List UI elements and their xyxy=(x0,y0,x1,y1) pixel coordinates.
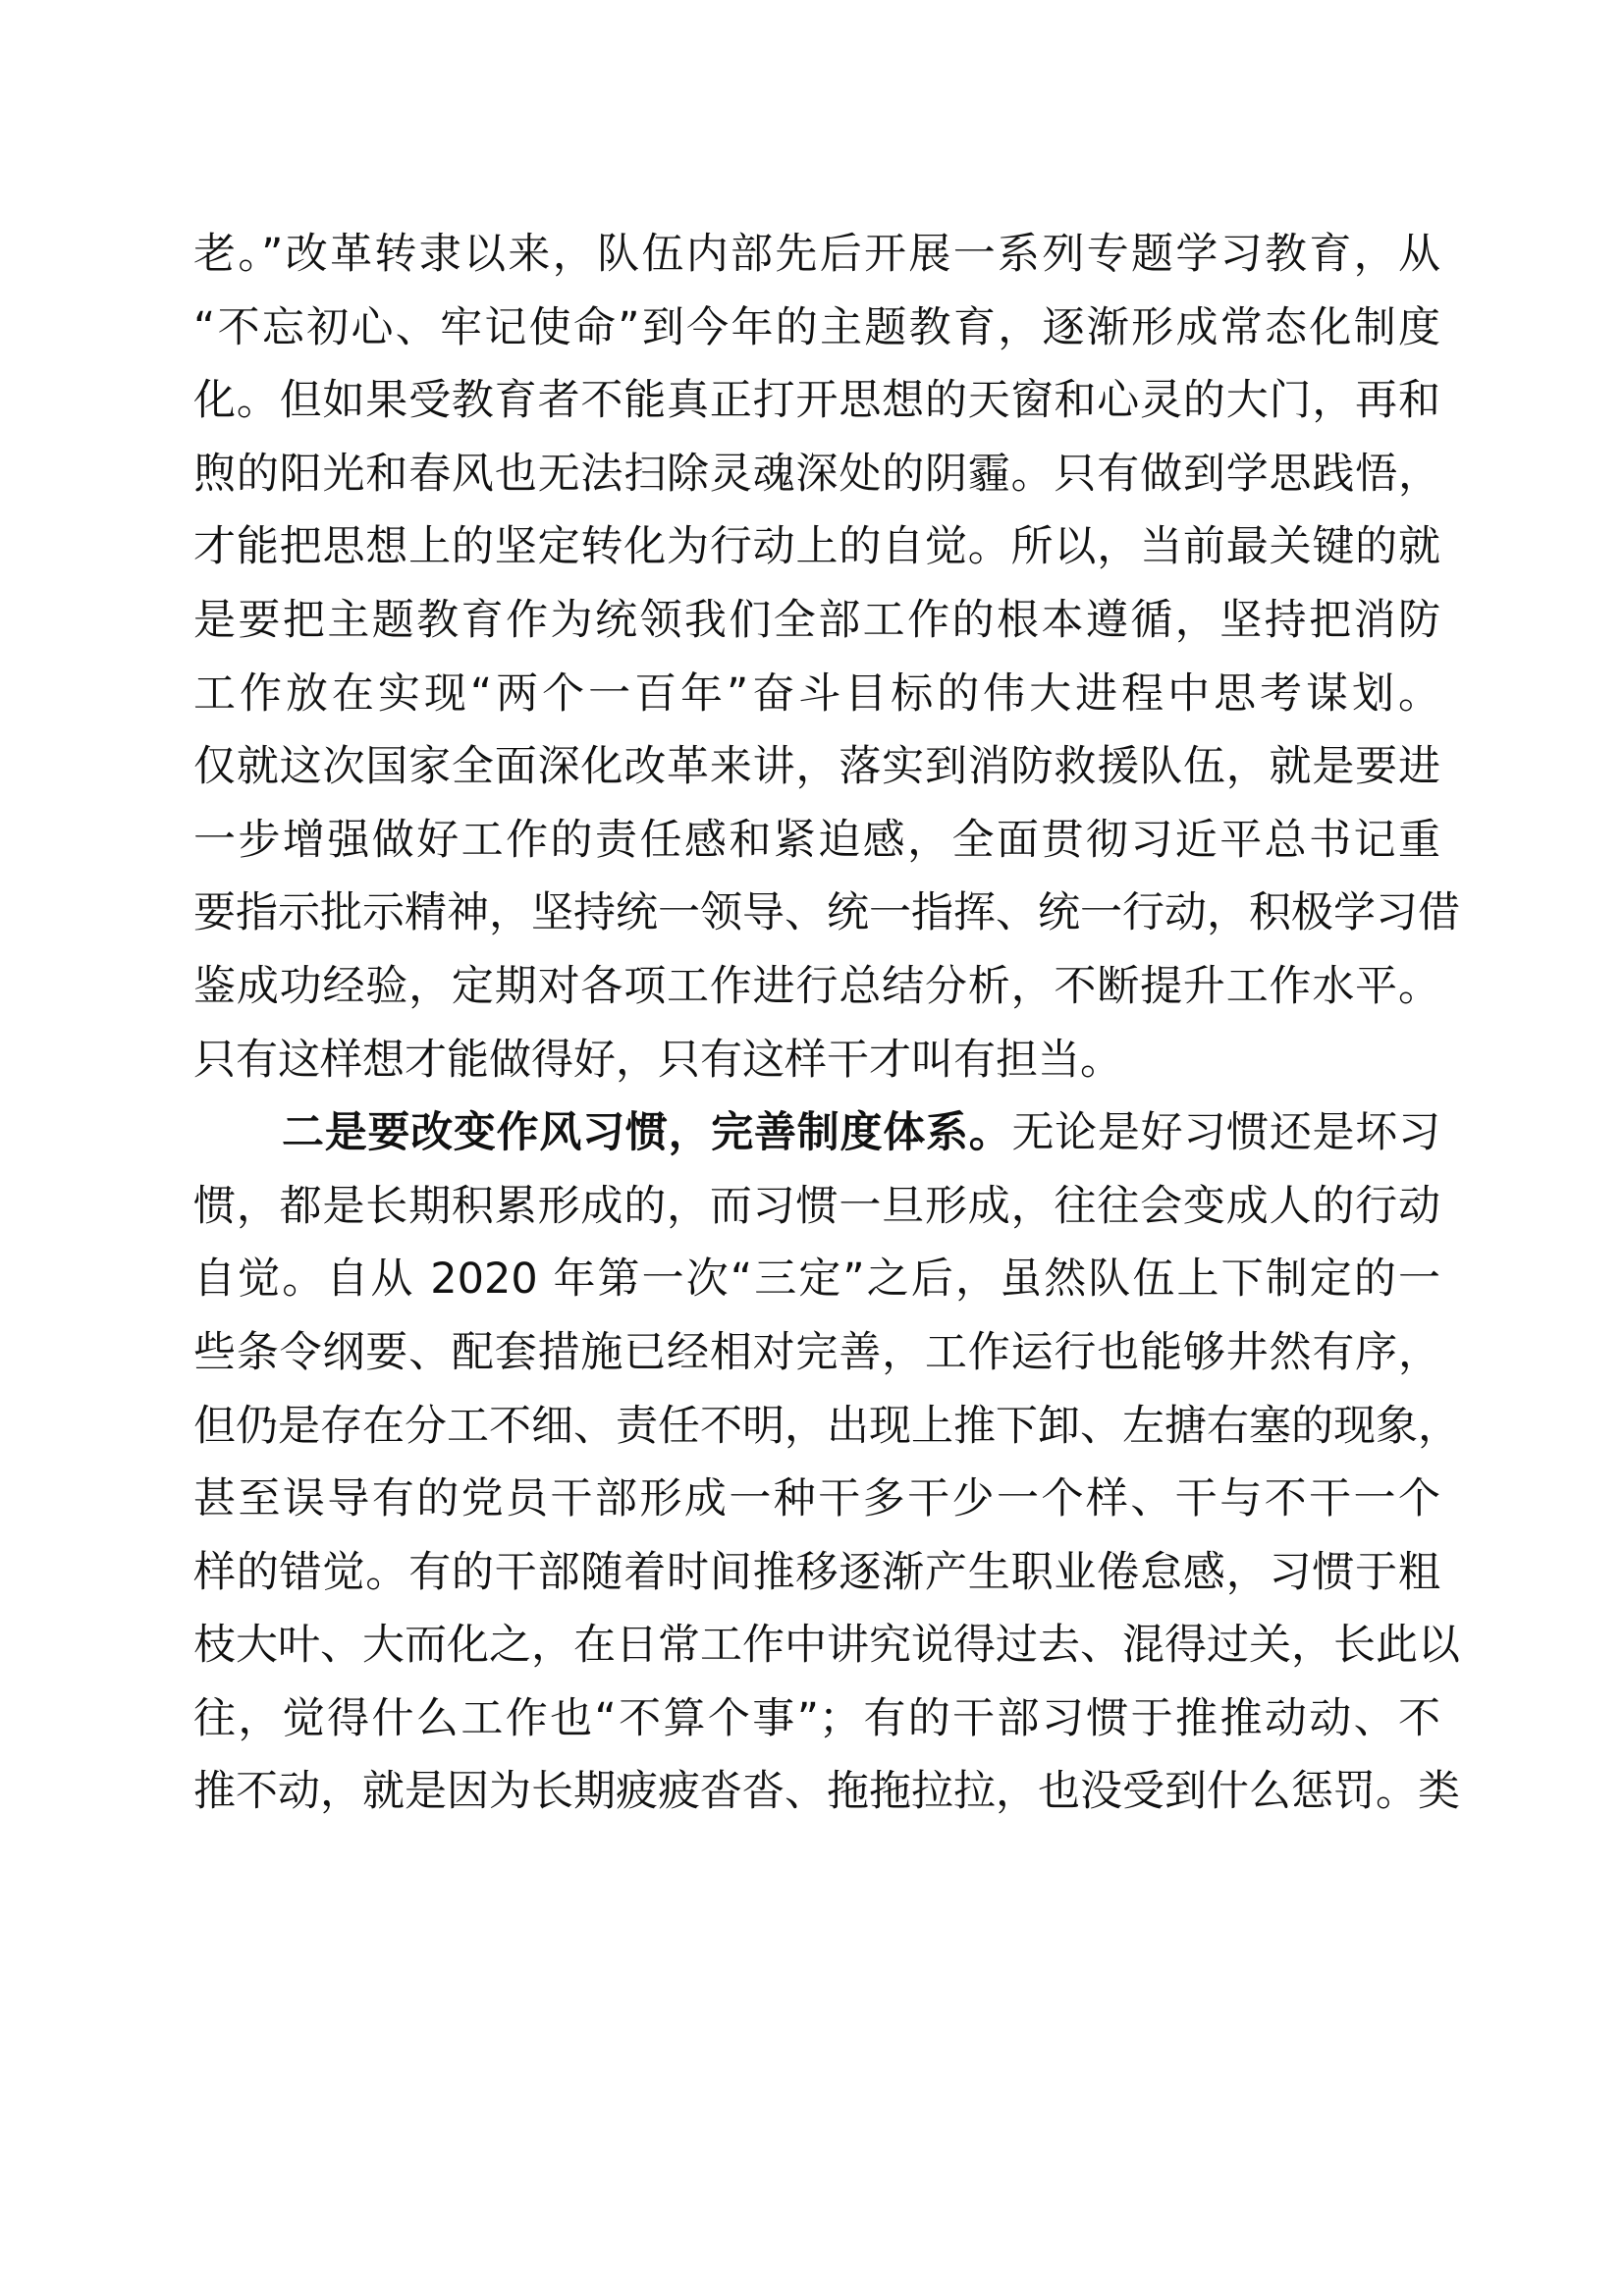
paragraph-1-line-9: 一步增强做好工作的责任感和紧迫感，全面贯彻习近平总书记重 xyxy=(193,815,1440,865)
paragraph-2-line-1 xyxy=(193,1096,1440,1170)
paragraph-2-line-5: 但仍是存在分工不细、责任不明，出现上推下卸、左搪右塞的现象， xyxy=(193,1401,1460,1451)
paragraph-1-line-12: 只有这样想才能做得好，只有这样干才叫有担当。 xyxy=(193,1035,1122,1085)
paragraph-2-line-6: 甚至误导有的党员干部形成一种干多干少一个样、干与不干一个 xyxy=(193,1474,1440,1524)
paragraph-1-line-5: 才能把思想上的坚定转化为行动上的自觉。所以，当前最关键的就 xyxy=(193,522,1440,572)
paragraph-1-line-7: 工作放在实现“两个一百年”奋斗目标的伟大进程中思考谋划。 xyxy=(193,668,1440,719)
paragraph-1-line-10: 要指示批示精神，坚持统一领导、统一指挥、统一行动，积极学习借 xyxy=(193,888,1460,938)
paragraph-2-line-7: 样的错觉。有的干部随着时间推移逐渐产生职业倦怠感，习惯于粗 xyxy=(193,1547,1440,1597)
paragraph-1-line-6: 是要把主题教育作为统领我们全部工作的根本遵循，坚持把消防 xyxy=(193,595,1440,645)
paragraph-2-line-10: 推不动，就是因为长期疲疲沓沓、拖拖拉拉，也没受到什么惩罚。类 xyxy=(193,1767,1460,1817)
paragraph-2-line-9: 往，觉得什么工作也“不算个事”；有的干部习惯于推推动动、不 xyxy=(193,1693,1440,1743)
document-body xyxy=(193,218,1460,1829)
paragraph-1-line-11: 鉴成功经验，定期对各项工作进行总结分析，不断提升工作水平。 xyxy=(193,961,1440,1011)
paragraph-1-line-4: 煦的阳光和春风也无法扫除灵魂深处的阴霾。只有做到学思践悟， xyxy=(193,449,1440,499)
paragraph-2-line-1-text: 无论是好习惯还是坏习 xyxy=(1011,1108,1441,1158)
paragraph-1-line-2: “不忘初心、牢记使命”到今年的主题教育，逐渐形成常态化制度 xyxy=(193,302,1440,352)
paragraph-2-line-8: 枝大叶、大而化之，在日常工作中讲究说得过去、混得过关，长此以 xyxy=(193,1621,1460,1671)
paragraph-2-line-4: 些条令纲要、配套措施已经相对完善，工作运行也能够井然有序， xyxy=(193,1327,1440,1377)
paragraph-2-line-2: 惯，都是长期积累形成的，而习惯一旦形成，往往会变成人的行动 xyxy=(193,1181,1440,1231)
paragraph-1-line-8: 仅就这次国家全面深化改革来讲，落实到消防救援队伍，就是要进 xyxy=(193,742,1440,792)
paragraph-1-line-3: 化。但如果受教育者不能真正打开思想的天窗和心灵的大门，再和 xyxy=(193,376,1440,426)
paragraph-2-line-3: 自觉。自从 2020 年第一次“三定”之后，虽然队伍上下制定的一 xyxy=(193,1255,1440,1305)
paragraph-1-line-1: 老。”改革转隶以来，队伍内部先后开展一系列专题学习教育，从 xyxy=(193,230,1440,279)
paragraph-2-heading: 二是要改变作风习惯，完善制度体系。 xyxy=(282,1108,1012,1158)
